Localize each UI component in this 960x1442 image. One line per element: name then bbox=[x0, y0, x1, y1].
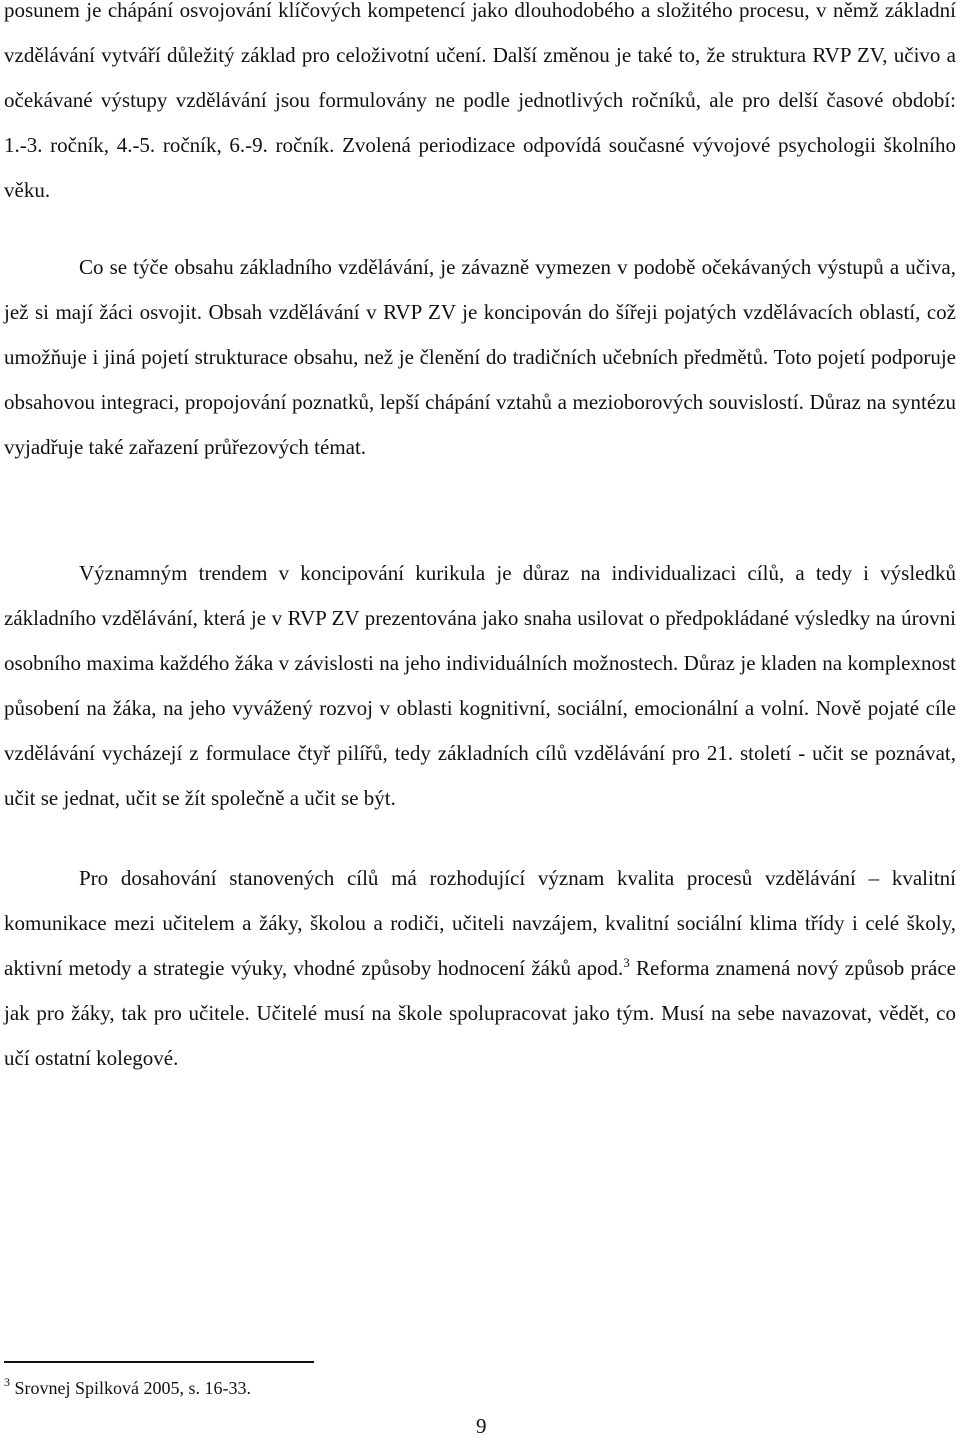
paragraph-1 bbox=[4, 0, 956, 213]
paragraph-3-text: Významným trendem v koncipování kurikula je důraz na individualizaci cílů, a tedy i výsledků základního vzdělávání, která je v RVP ZV prezentována jako snaha usilovat o předpokládané výsledky na úrovni osobního maxima každého žáka v závislosti na jeho individuálních možnostech. Důraz je kladen na komplexnost působení na žáka, na jeho vyvážený rozvoj v oblasti kognitivní, sociální, emocionální a volní. Nově pojaté cíle vzdělávání vycházejí z formulace čtyř pilířů, tedy základních cílů vzdělávání pro 21. století - učit se poznávat, učit se jednat, učit se žít společně a učit se být. bbox=[4, 561, 956, 810]
paragraph-4-text-after: Reforma znamená nový způsob práce jak pro žáky, tak pro učitele. Učitelé musí na škole spolupracovat jako tým. Musí na sebe navazovat, vědět, co učí ostatní kolegové. bbox=[4, 956, 956, 1070]
paragraph-2 bbox=[4, 245, 956, 470]
footnote-text: Srovnej Spilková 2005, s. 16-33. bbox=[10, 1378, 251, 1398]
paragraph-2-text: Co se týče obsahu základního vzdělávání, je závazně vymezen v podobě očekávaných výstupů a učiva, jež si mají žáci osvojit. Obsah vzdělávání v RVP ZV je koncipován do šířeji pojatých vzdělávacích oblastí, což umožňuje i jiná pojetí strukturace obsahu, než je členění do tradičních učebních předmětů. Toto pojetí podporuje obsahovou integraci, propojování poznatků, lepší chápání vztahů a mezioborových souvislostí. Důraz na syntézu vyjadřuje také zařazení průřezových témat. bbox=[4, 255, 956, 459]
page-number: 9 bbox=[476, 1414, 487, 1438]
paragraph-4-text-before: Pro dosahování stanovených cílů má rozhodující význam kvalita procesů vzdělávání – kvalitní komunikace mezi učitelem a žáky, školou a rodiči, učiteli navzájem, kvalitní sociální klima třídy i celé školy, aktivní metody a strategie výuky, vhodné způsoby hodnocení žáků apod. bbox=[4, 866, 956, 980]
paragraph-3 bbox=[4, 551, 956, 821]
footnote bbox=[4, 1372, 904, 1404]
document-page bbox=[4, 0, 956, 1442]
paragraph-4 bbox=[4, 856, 956, 1081]
footnote-reference: 3 bbox=[623, 955, 630, 970]
paragraph-1-text: posunem je chápání osvojování klíčových kompetencí jako dlouhodobého a složitého procesu, v němž základní vzdělávání vytváří důležitý základ pro celoživotní učení. Další změnou je také to, že struktura RVP ZV, učivo a očekávané výstupy vzdělávání jsou formulovány ne podle jednotlivých ročníků, ale pro delší časové období: 1.-3. ročník, 4.-5. ročník, 6.-9. ročník. Zvolená periodizace odpovídá současné vývojové psychologii školního věku. bbox=[4, 0, 956, 202]
footnote-separator bbox=[4, 1361, 314, 1363]
footnote-marker: 3 bbox=[4, 1375, 10, 1389]
